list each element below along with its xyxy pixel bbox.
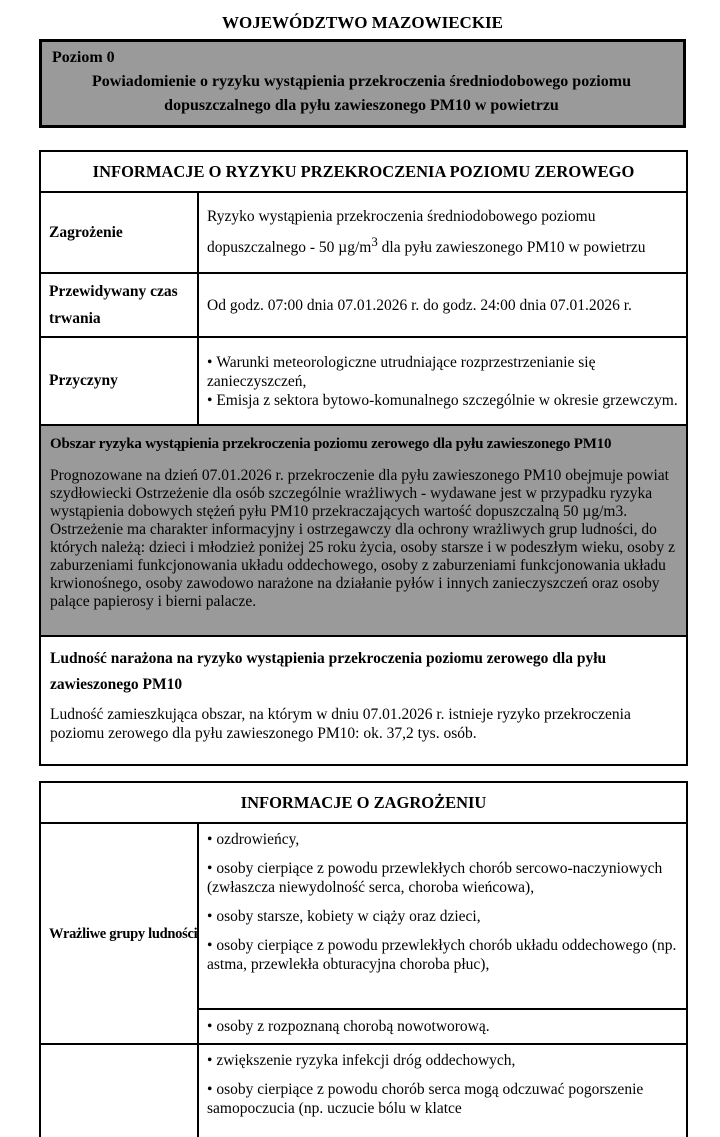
population-section — [40, 636, 687, 765]
hazard-value-text-end: dla pyłu zawieszonego PM10 w powietrzu — [377, 239, 646, 257]
risk-table-header: INFORMACJE O RYZYKU PRZEKROCZENIA POZIOMU ZEROWEGO — [40, 151, 687, 192]
vulnerable-group-last-item-cell — [198, 1009, 687, 1044]
hazard-row — [40, 192, 687, 273]
hazard-value-text: Ryzyko wystąpienia przekroczenia średniodobowego poziomu dopuszczalnego - 50 µg/m — [207, 208, 596, 257]
vulnerable-groups-row — [40, 823, 687, 1009]
alert-banner — [39, 39, 686, 128]
hazard-value-superscript: 3 — [371, 234, 378, 250]
population-heading: Ludność narażona na ryzyko wystąpienia przekroczenia poziomu zerowego dla pyłu zawieszonego PM10 — [50, 650, 607, 693]
vulnerable-group-item: • osoby cierpiące z powodu przewlekłych chorób układu oddechowego (np. astma, przewlekła obturacyjna choroba płuc), — [207, 936, 678, 974]
health-effects-label-empty — [40, 1044, 198, 1137]
hazard-label: Zagrożenie — [40, 192, 198, 273]
page-title: WOJEWÓDZTWO MAZOWIECKIE — [221, 13, 503, 32]
health-effects-list — [198, 1044, 687, 1137]
cause-bullet-item: • Emisja z sektora bytowo-komunalnego szczególnie w okresie grzewczym. — [207, 391, 678, 410]
health-effect-item: • zwiększenie ryzyka infekcji dróg oddechowych, — [207, 1051, 678, 1070]
risk-table-header-row — [40, 151, 687, 192]
vulnerable-groups-label-text: Wrażliwe grupy ludności — [49, 925, 198, 942]
vulnerable-group-item: • osoby cierpiące z powodu przewlekłych chorób sercowo-naczyniowych (zwłaszcza niewydolność serca, choroba wieńcowa), — [207, 859, 678, 897]
vulnerable-groups-list — [198, 823, 687, 1009]
causes-row — [40, 337, 687, 425]
health-effects-row — [40, 1044, 687, 1137]
duration-value: Od godz. 07:00 dnia 07.01.2026 r. do godz. 24:00 dnia 07.01.2026 r. — [198, 273, 687, 337]
cause-bullet-item: • Warunki meteorologiczne utrudniające rozprzestrzenianie się zanieczyszczeń, — [207, 353, 678, 391]
population-row — [40, 636, 687, 765]
duration-label — [40, 273, 198, 337]
vulnerable-group-item: • osoby z rozpoznaną chorobą nowotworową. — [207, 1017, 678, 1036]
risk-info-table — [39, 150, 688, 766]
risk-area-section — [40, 425, 687, 636]
hazard-value — [198, 192, 687, 273]
risk-area-heading: Obszar ryzyka wystąpienia przekroczenia poziomu zerowego dla pyłu zawieszonego PM10 — [50, 436, 612, 452]
hazard-info-table — [39, 781, 688, 1137]
population-body: Ludność zamieszkująca obszar, na którym w dniu 07.01.2026 r. istnieje ryzyko przekroczenia poziomu zerowego dla pyłu zawieszonego PM10: ok. 37,2 tys. osób. — [50, 706, 631, 742]
vulnerable-groups-label — [40, 823, 198, 1044]
hazard-table-header-row — [40, 782, 687, 823]
duration-label-text: Przewidywany czas trwania — [49, 283, 178, 327]
causes-value — [198, 337, 687, 425]
health-effect-item: • osoby cierpiące z powodu chorób serca mogą odczuwać pogorszenie samopoczucia (np. uczucie bólu w klatce — [207, 1080, 678, 1118]
vulnerable-group-item: • ozdrowieńcy, — [207, 830, 678, 849]
hazard-table-header: INFORMACJE O ZAGROŻENIU — [40, 782, 687, 823]
risk-area-body: Prognozowane na dzień 07.01.2026 r. przekroczenie dla pyłu zawieszonego PM10 obejmuje powiat szydłowiecki Ostrzeżenie dla osób szczególnie wrażliwych - wydawane jest w przypadku ryzyka wystąpienia dobowych stężeń pyłu PM10 przekraczających wartość dopuszczalną 50 µg/m3. Ostrzeżenie ma charakter informacyjny i ostrzegawczy dla ochrony wrażliwych grup ludności, do których należą: dzieci i młodzież poniżej 25 roku życia, osoby starsze i w podeszłym wieku, osoby z zaburzeniami funkcjonowania układu oddechowego, osoby z zaburzeniami funkcjonowania układu krwionośnego, osoby zawodowo narażone na działanie pyłów i innych zanieczyszczeń oraz osoby palące papierosy i bierni palacze. — [50, 467, 675, 610]
alert-message: Powiadomienie o ryzyku wystąpienia przekroczenia średniodobowego poziomu dopuszczalnego dla pyłu zawieszonego PM10 w powietrzu — [92, 73, 631, 114]
duration-row — [40, 273, 687, 337]
risk-area-row — [40, 425, 687, 636]
causes-label: Przyczyny — [40, 337, 198, 425]
alert-level: Poziom 0 — [52, 49, 115, 66]
vulnerable-group-item: • osoby starsze, kobiety w ciąży oraz dzieci, — [207, 907, 678, 926]
